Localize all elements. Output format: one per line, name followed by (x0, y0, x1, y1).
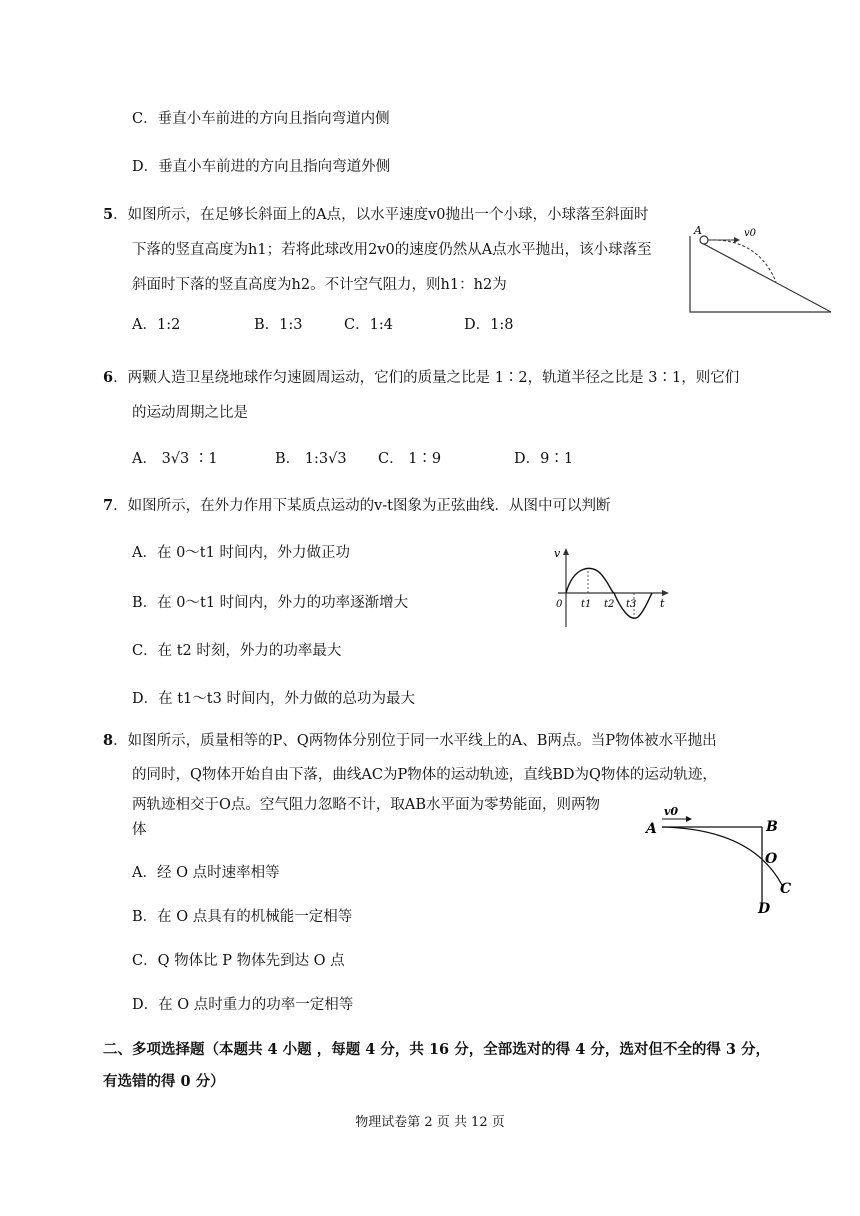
q5-option-d: D．1:8 (464, 317, 514, 333)
q6-option-a: A． 3√3 ∶1 (132, 451, 218, 467)
curve-ac (662, 827, 782, 885)
q5-option-a: A．1:2 (132, 317, 181, 333)
q7-option-a: A．在 0～t1 时间内，外力做正功 (132, 545, 350, 561)
q5-line-3: 斜面时下落的竖直高度为h2。不计空气阻力，则h1：h2为 (132, 277, 507, 293)
q5-option-b: B．1:3 (254, 317, 303, 333)
origin-label: 0 (556, 599, 563, 610)
q5-line-1 (103, 205, 648, 225)
fig-label-b: B (766, 819, 778, 835)
fig-label-v0: v0 (744, 228, 757, 239)
q4-option-c: C．垂直小车前进的方向且指向弯道内侧 (132, 111, 390, 127)
tick-t1: t1 (581, 599, 592, 610)
q8-option-b: B．在 O 点具有的机械能一定相等 (132, 909, 353, 925)
q8-line-3: 两轨迹相交于O点。空气阻力忽略不计，取AB水平面为零势能面，则两物 (132, 797, 601, 813)
axis-label-t: t (660, 597, 665, 610)
v-axis-arrow (563, 548, 569, 555)
v0-arrowhead (686, 816, 692, 822)
q5-text-1: ．如图所示，在足够长斜面上的A点，以水平速度v0抛出一个小球，小球落至斜面时 (113, 207, 649, 223)
tick-t3: t3 (626, 599, 637, 610)
q6-number: 6 (103, 369, 114, 386)
q8-line-2: 的同时，Q物体开始自由下落，曲线AC为P物体的运动轨迹，直线BD为Q物体的运动轨迹， (132, 767, 717, 783)
page-footer: 物理试卷第 2 页 共 12 页 (355, 1115, 505, 1130)
q6-option-c: C． 1∶9 (378, 451, 442, 467)
fig-label-o: O (765, 851, 778, 867)
q6-option-b: B． 1:3√3 (275, 451, 347, 467)
q7-option-c: C．在 t2 时刻，外力的功率最大 (132, 643, 342, 659)
q7-vt-graph (548, 545, 673, 633)
fig-label-a: A (646, 821, 657, 837)
q5-number: 5 (103, 206, 114, 223)
fig-label-c: C (780, 881, 792, 897)
incline-slope (700, 242, 831, 312)
q8-option-d: D．在 O 点时重力的功率一定相等 (132, 997, 354, 1013)
q7-number: 7 (103, 497, 114, 514)
section2-heading-2: 有选错的得 0 分） (103, 1073, 225, 1090)
ball (700, 236, 708, 244)
axis-label-v: v (554, 547, 561, 560)
fig-label-v0: v0 (664, 805, 679, 818)
q7-line-1 (103, 496, 611, 516)
section2-heading-1: 二、多项选择题（本题共 4 小题 ，每题 4 分，共 16 分，全部选对的得 4 分，选对但不全的得 3 分， (103, 1041, 771, 1058)
q5-line-2: 下落的竖直高度为h1；若将此球改用2v0的速度仍然从A点水平抛出，该小球落至 (132, 242, 652, 258)
q6-text-1: ．两颗人造卫星绕地球作匀速圆周运动，它们的质量之比是 1∶2，轨道半径之比是 3∶1，则它们 (113, 370, 740, 386)
trajectory (708, 240, 776, 282)
fig-label-d: D (758, 901, 771, 915)
q6-option-d: D．9∶1 (514, 451, 574, 467)
q8-line-4: 体 (132, 822, 147, 838)
q8-option-a: A．经 O 点时速率相等 (132, 865, 280, 881)
q8-number: 8 (103, 732, 114, 749)
velocity-arrowhead (734, 237, 740, 243)
q6-line-1 (103, 368, 739, 388)
q8-line-1 (103, 731, 717, 751)
q4-option-d: D．垂直小车前进的方向且指向弯道外侧 (132, 159, 391, 175)
q5-incline-figure (688, 222, 833, 314)
q7-option-d: D．在 t1～t3 时间内，外力做的总功为最大 (132, 691, 415, 707)
q8-trajectory-figure (642, 805, 802, 915)
fig-label-a: A (694, 224, 702, 237)
q7-text-1: ．如图所示，在外力作用下某质点运动的v-t图象为正弦曲线．从图中可以判断 (113, 498, 611, 514)
q6-line-2: 的运动周期之比是 (132, 405, 248, 421)
t-axis-arrow (662, 590, 669, 596)
q5-option-c: C．1:4 (344, 317, 393, 333)
q8-text-1: ．如图所示，质量相等的P、Q两物体分别位于同一水平线上的A、B两点。当P物体被水平抛出 (113, 733, 717, 749)
tick-t2: t2 (604, 599, 615, 610)
q8-option-c: C．Q 物体比 P 物体先到达 O 点 (132, 953, 345, 969)
q7-option-b: B．在 0～t1 时间内，外力的功率逐渐增大 (132, 595, 409, 611)
